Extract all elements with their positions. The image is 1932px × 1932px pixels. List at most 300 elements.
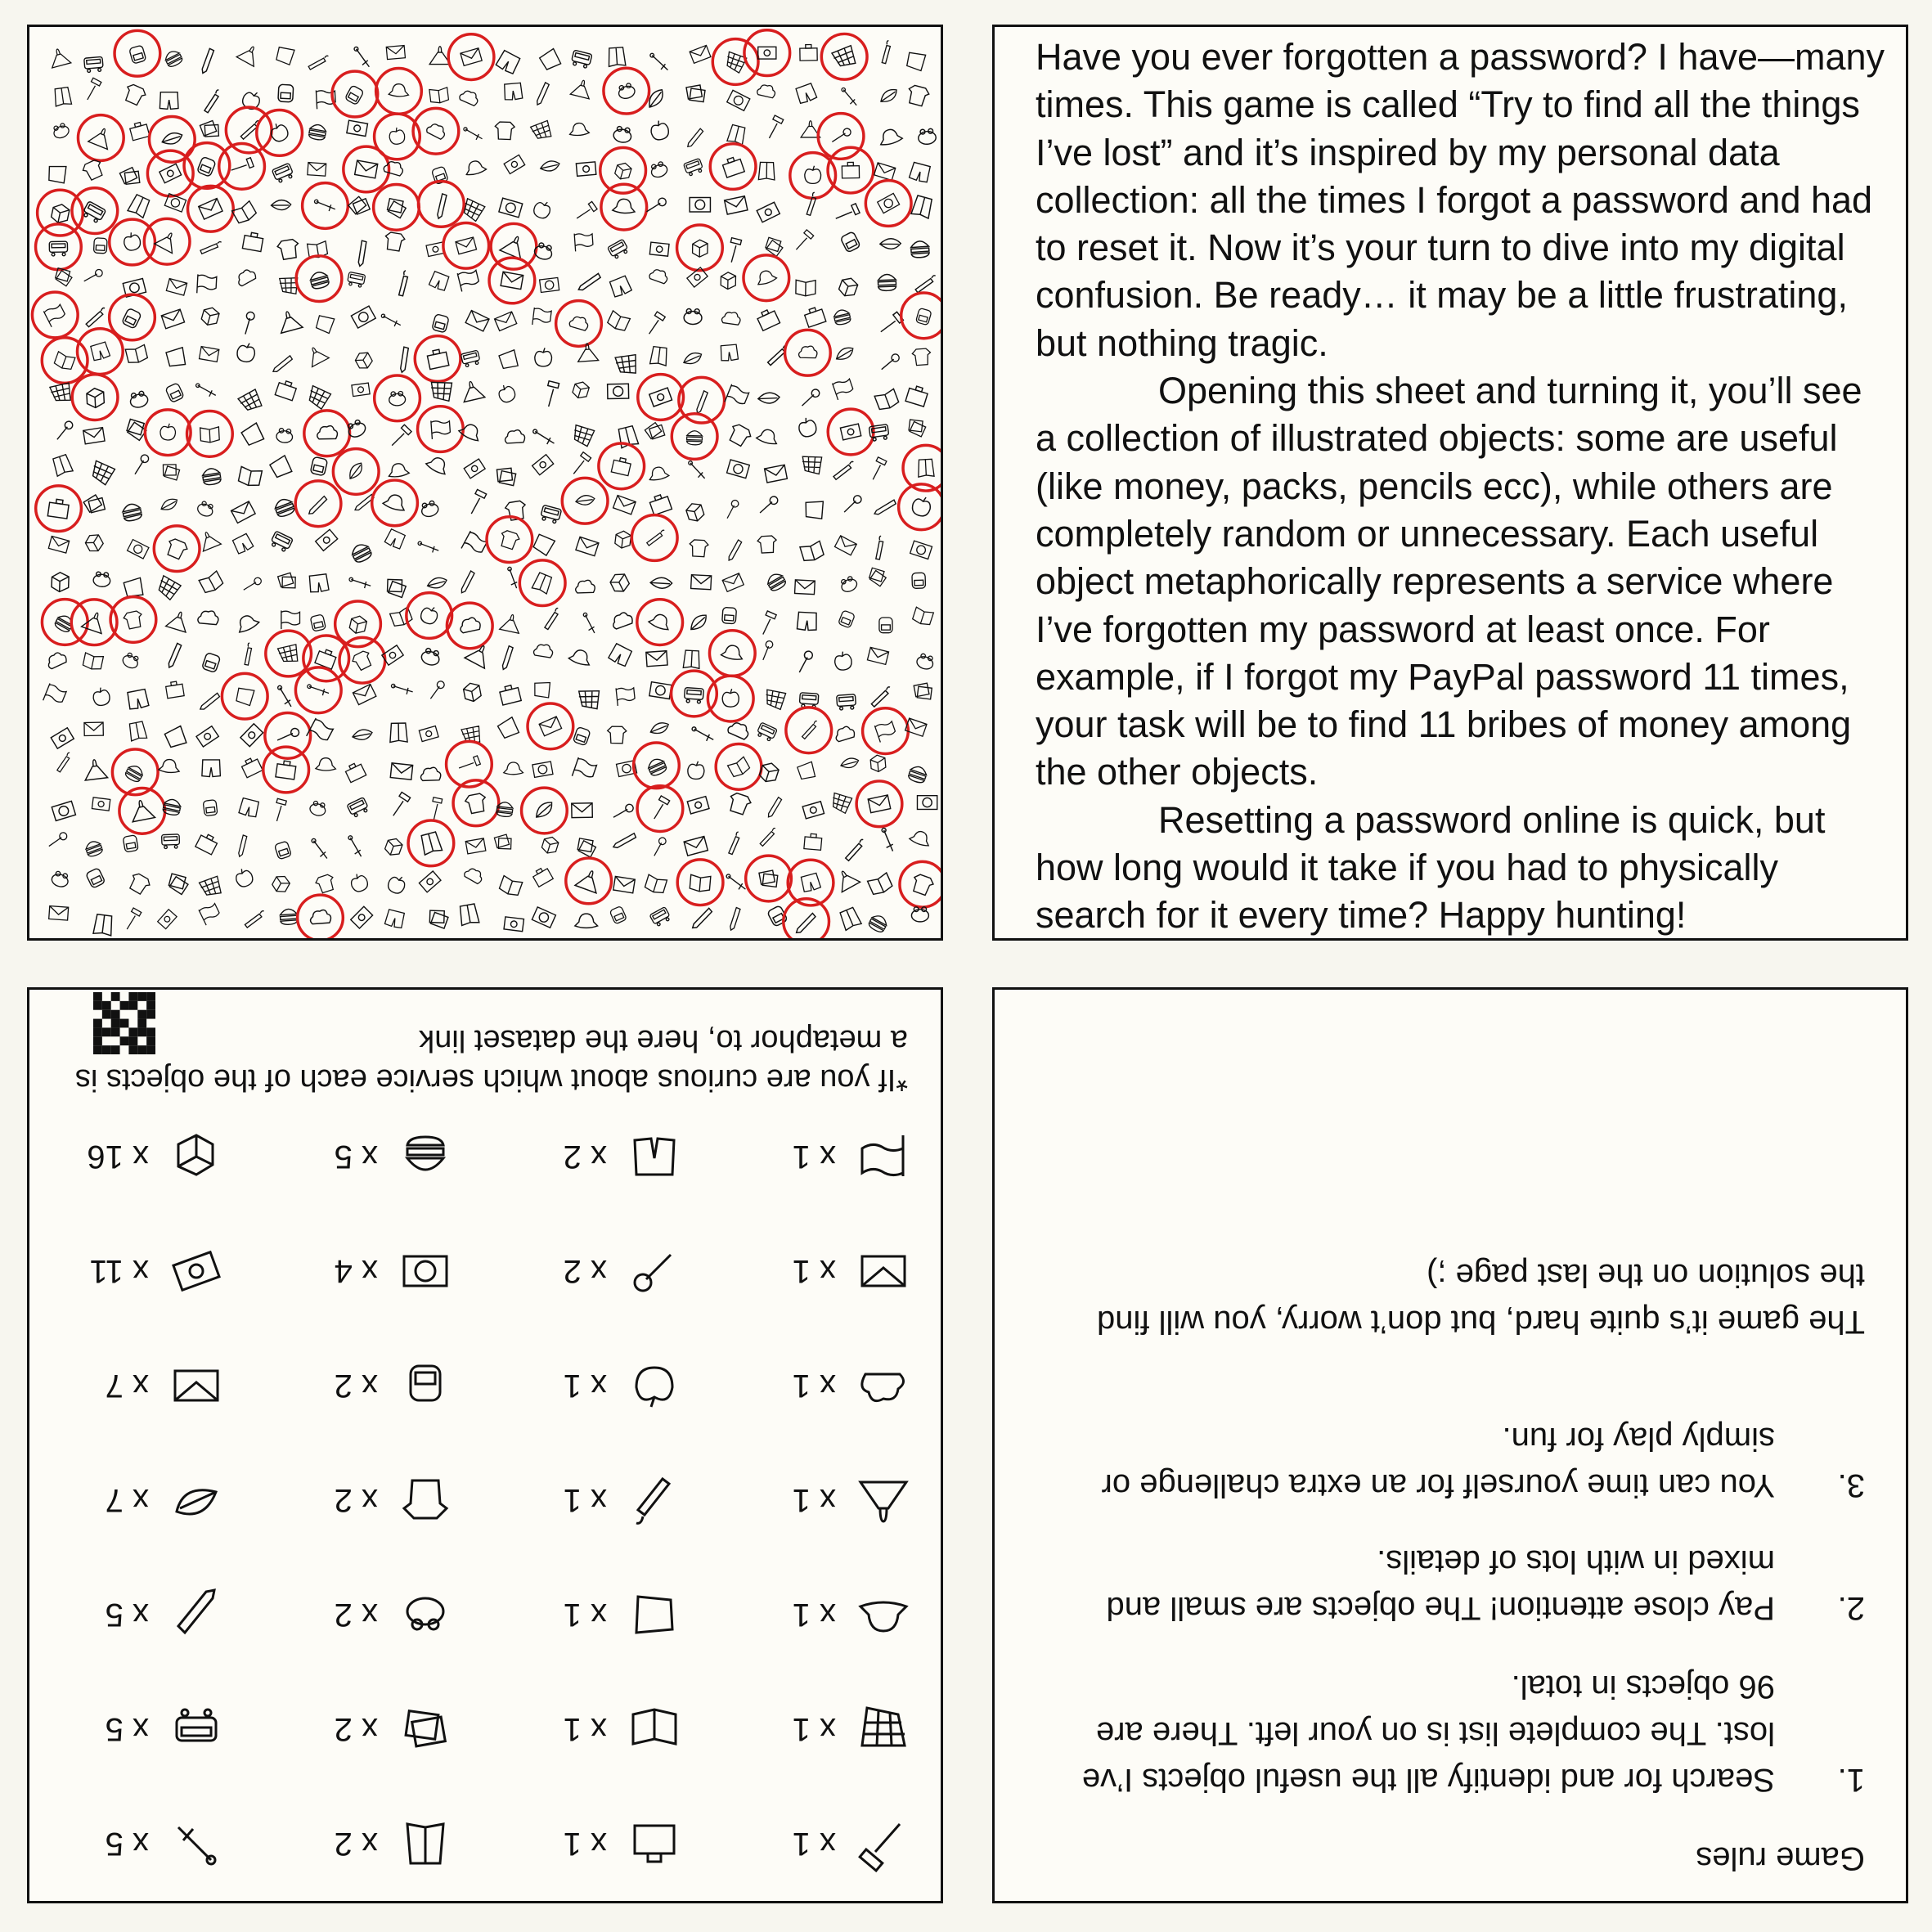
shirt-icon[interactable] bbox=[726, 792, 752, 815]
money-icon[interactable] bbox=[343, 115, 371, 142]
lighter-icon[interactable] bbox=[760, 827, 775, 847]
jacket-icon[interactable] bbox=[532, 572, 553, 594]
backpack-icon[interactable] bbox=[203, 800, 218, 816]
envelope-icon[interactable] bbox=[353, 685, 375, 705]
book-icon[interactable] bbox=[728, 757, 751, 779]
plates-icon[interactable] bbox=[649, 682, 672, 699]
leaf-icon[interactable] bbox=[650, 722, 668, 734]
hat-icon[interactable] bbox=[234, 612, 260, 634]
frog-icon[interactable] bbox=[838, 575, 859, 594]
wrench-icon[interactable] bbox=[131, 454, 151, 474]
mail-icon[interactable] bbox=[795, 580, 815, 595]
suitcase-icon[interactable] bbox=[426, 348, 448, 370]
hat-icon[interactable] bbox=[648, 611, 672, 631]
box-icon[interactable] bbox=[200, 306, 220, 327]
money-icon[interactable] bbox=[313, 528, 339, 553]
box-icon[interactable] bbox=[870, 754, 887, 772]
plates-icon[interactable] bbox=[164, 194, 186, 212]
backpack-icon[interactable] bbox=[310, 456, 327, 476]
shorts-icon[interactable] bbox=[239, 798, 259, 817]
hammer-icon[interactable] bbox=[538, 377, 566, 407]
flag-icon[interactable] bbox=[281, 611, 300, 630]
wrench-icon[interactable] bbox=[723, 499, 742, 518]
papers-icon[interactable] bbox=[644, 420, 666, 442]
apple-icon[interactable] bbox=[160, 423, 176, 440]
corkscrew-icon[interactable] bbox=[876, 828, 900, 851]
money-icon[interactable] bbox=[573, 157, 600, 181]
suitcase-icon[interactable] bbox=[276, 760, 296, 780]
backpack-icon[interactable] bbox=[722, 607, 737, 623]
napkin-icon[interactable] bbox=[236, 687, 254, 706]
envelope-icon[interactable] bbox=[684, 837, 708, 856]
pencil-icon[interactable] bbox=[726, 539, 744, 560]
wrench-icon[interactable] bbox=[844, 496, 861, 513]
cloud-icon[interactable] bbox=[833, 725, 856, 742]
jacket-icon[interactable] bbox=[911, 195, 933, 218]
suitcase-icon[interactable] bbox=[721, 155, 744, 177]
burger-icon[interactable] bbox=[121, 502, 142, 522]
shirt-icon[interactable] bbox=[607, 726, 626, 744]
papers-icon[interactable] bbox=[166, 871, 191, 895]
corkscrew-icon[interactable] bbox=[692, 723, 714, 745]
frog-icon[interactable] bbox=[93, 572, 111, 587]
volcano-icon[interactable] bbox=[460, 380, 485, 402]
shirt-icon[interactable] bbox=[465, 793, 488, 814]
wrench-icon[interactable] bbox=[760, 496, 778, 514]
papers-icon[interactable] bbox=[384, 196, 408, 218]
papers-icon[interactable] bbox=[906, 417, 927, 437]
napkin-icon[interactable] bbox=[497, 717, 520, 740]
shorts-icon[interactable] bbox=[384, 910, 405, 929]
pencil-icon[interactable] bbox=[349, 239, 375, 266]
book-icon[interactable] bbox=[874, 389, 899, 411]
shorts-icon[interactable] bbox=[496, 50, 521, 74]
papers-icon[interactable] bbox=[575, 836, 598, 857]
wrench-icon[interactable] bbox=[757, 640, 778, 660]
frog-icon[interactable] bbox=[649, 160, 668, 179]
wrench-icon[interactable] bbox=[56, 421, 74, 440]
apple-icon[interactable] bbox=[419, 604, 441, 627]
money-icon[interactable] bbox=[503, 154, 526, 174]
money-icon[interactable] bbox=[686, 795, 710, 815]
hammer-icon[interactable] bbox=[650, 794, 672, 819]
box-icon[interactable] bbox=[721, 272, 735, 290]
napkin-icon[interactable] bbox=[797, 762, 815, 780]
box-icon[interactable] bbox=[614, 530, 631, 549]
papers-icon[interactable] bbox=[277, 573, 296, 591]
corkscrew-icon[interactable] bbox=[650, 53, 668, 71]
shorts-icon[interactable] bbox=[608, 643, 632, 667]
leaf-icon[interactable] bbox=[835, 348, 854, 360]
box-icon[interactable] bbox=[348, 614, 367, 635]
suitcase-icon[interactable] bbox=[129, 121, 150, 141]
train-icon[interactable] bbox=[461, 350, 480, 367]
frog-icon[interactable] bbox=[613, 126, 632, 144]
lighter-icon[interactable] bbox=[543, 608, 559, 629]
mail-icon[interactable] bbox=[83, 428, 105, 444]
napkin-icon[interactable] bbox=[240, 423, 264, 447]
apple-icon[interactable] bbox=[122, 231, 142, 252]
cloud-icon[interactable] bbox=[721, 311, 741, 325]
frog-icon[interactable] bbox=[51, 870, 70, 888]
hat-icon[interactable] bbox=[909, 829, 932, 847]
napkin-icon[interactable] bbox=[276, 46, 294, 65]
leaf-icon[interactable] bbox=[353, 727, 373, 742]
net-icon[interactable] bbox=[571, 425, 595, 447]
flag-icon[interactable] bbox=[457, 269, 480, 292]
apple-icon[interactable] bbox=[649, 119, 670, 142]
book-icon[interactable] bbox=[429, 88, 449, 104]
hat-icon[interactable] bbox=[568, 647, 592, 667]
money-icon[interactable] bbox=[649, 388, 672, 407]
napkin-icon[interactable] bbox=[124, 577, 144, 598]
plates-icon[interactable] bbox=[608, 384, 629, 398]
volcano-icon[interactable] bbox=[166, 609, 191, 632]
volcano-icon[interactable] bbox=[88, 125, 115, 150]
napkin-icon[interactable] bbox=[905, 52, 925, 71]
pencil-icon[interactable] bbox=[458, 570, 479, 593]
volcano-icon[interactable] bbox=[47, 47, 70, 68]
money-icon[interactable] bbox=[646, 236, 673, 262]
leaf-icon[interactable] bbox=[541, 159, 560, 173]
envelope-icon[interactable] bbox=[868, 795, 891, 813]
leaf-icon[interactable] bbox=[688, 614, 709, 631]
apple-icon[interactable] bbox=[687, 761, 705, 780]
leaf-icon[interactable] bbox=[162, 132, 182, 146]
burger-icon[interactable] bbox=[646, 757, 667, 777]
papers-icon[interactable] bbox=[83, 493, 106, 516]
hammer-icon[interactable] bbox=[646, 311, 667, 334]
burger-icon[interactable] bbox=[309, 270, 330, 290]
napkin-icon[interactable] bbox=[806, 501, 824, 519]
lighter-icon[interactable] bbox=[871, 685, 890, 708]
envelope-icon[interactable] bbox=[646, 651, 667, 667]
burger-icon[interactable] bbox=[124, 763, 145, 784]
train-icon[interactable] bbox=[684, 688, 703, 704]
shirt-icon[interactable] bbox=[912, 348, 932, 366]
volcano-icon[interactable] bbox=[129, 798, 155, 822]
money-icon[interactable] bbox=[50, 727, 75, 749]
net-icon[interactable] bbox=[764, 690, 786, 710]
cloud-icon[interactable] bbox=[459, 616, 482, 633]
leaf-icon[interactable] bbox=[650, 573, 673, 593]
apple-icon[interactable] bbox=[535, 348, 552, 366]
shirt-icon[interactable] bbox=[314, 874, 336, 894]
shorts-icon[interactable] bbox=[797, 612, 817, 631]
box-icon[interactable] bbox=[87, 388, 105, 408]
wrench-icon[interactable] bbox=[277, 724, 300, 747]
volcano-icon[interactable] bbox=[236, 42, 262, 66]
net-icon[interactable] bbox=[305, 386, 330, 411]
net-icon[interactable] bbox=[802, 456, 822, 474]
net-icon[interactable] bbox=[531, 120, 554, 142]
papers-icon[interactable] bbox=[494, 834, 512, 851]
napkin-icon[interactable] bbox=[539, 49, 562, 72]
backpack-icon[interactable] bbox=[123, 835, 138, 852]
burger-icon[interactable] bbox=[350, 541, 373, 564]
train-icon[interactable] bbox=[162, 834, 180, 849]
suitcase-icon[interactable] bbox=[165, 681, 184, 699]
book-icon[interactable] bbox=[232, 201, 258, 225]
box-icon[interactable] bbox=[463, 681, 483, 703]
hat-icon[interactable] bbox=[648, 465, 670, 482]
lighter-icon[interactable] bbox=[833, 458, 853, 483]
hammer-icon[interactable] bbox=[392, 424, 411, 447]
suitcase-icon[interactable] bbox=[242, 231, 263, 252]
suitcase-icon[interactable] bbox=[800, 44, 817, 61]
papers-icon[interactable] bbox=[200, 119, 220, 139]
hammer-icon[interactable] bbox=[765, 114, 787, 138]
hammer-icon[interactable] bbox=[425, 794, 448, 820]
lighter-icon[interactable] bbox=[646, 527, 664, 548]
backpack-icon[interactable] bbox=[344, 85, 364, 106]
apple-icon[interactable] bbox=[797, 416, 819, 438]
backpack-icon[interactable] bbox=[278, 84, 294, 102]
box-icon[interactable] bbox=[83, 532, 106, 555]
train-icon[interactable] bbox=[347, 798, 370, 819]
suitcase-icon[interactable] bbox=[756, 308, 780, 331]
volcano-icon[interactable] bbox=[500, 232, 528, 259]
pencil-icon[interactable] bbox=[309, 495, 327, 515]
papers-icon[interactable] bbox=[686, 85, 705, 102]
cloud-icon[interactable] bbox=[459, 88, 480, 106]
papers-icon[interactable] bbox=[427, 908, 449, 928]
mail-icon[interactable] bbox=[461, 48, 482, 65]
cloud-icon[interactable] bbox=[425, 121, 447, 140]
cloud-icon[interactable] bbox=[575, 580, 595, 593]
papers-icon[interactable] bbox=[161, 462, 181, 480]
mail-icon[interactable] bbox=[501, 272, 523, 289]
frog-icon[interactable] bbox=[121, 651, 141, 670]
jacket-icon[interactable] bbox=[683, 650, 700, 668]
hat-icon[interactable] bbox=[755, 268, 777, 286]
leaf-icon[interactable] bbox=[879, 235, 901, 253]
box-icon[interactable] bbox=[353, 349, 374, 371]
train-icon[interactable] bbox=[608, 239, 630, 259]
money-icon[interactable] bbox=[463, 458, 487, 479]
wrench-icon[interactable] bbox=[428, 681, 446, 699]
shorts-icon[interactable] bbox=[801, 873, 821, 892]
suitcase-icon[interactable] bbox=[195, 832, 219, 855]
book-icon[interactable] bbox=[499, 876, 523, 897]
money-icon[interactable] bbox=[500, 911, 528, 937]
box-icon[interactable] bbox=[384, 836, 403, 857]
plates-icon[interactable] bbox=[690, 197, 710, 211]
frog-icon[interactable] bbox=[420, 647, 441, 667]
burger-icon[interactable] bbox=[273, 496, 295, 518]
hat-icon[interactable] bbox=[721, 644, 744, 661]
burger-icon[interactable] bbox=[867, 913, 888, 934]
shorts-icon[interactable] bbox=[90, 342, 110, 362]
book-icon[interactable] bbox=[800, 541, 824, 563]
envelope-icon[interactable] bbox=[200, 347, 219, 362]
mail-icon[interactable] bbox=[465, 838, 486, 854]
envelope-icon[interactable] bbox=[161, 309, 184, 329]
box-icon[interactable] bbox=[52, 573, 69, 592]
book-icon[interactable] bbox=[690, 874, 711, 892]
plates-icon[interactable] bbox=[52, 801, 75, 820]
flag-icon[interactable] bbox=[43, 303, 67, 327]
frog-icon[interactable] bbox=[420, 500, 440, 519]
backpack-icon[interactable] bbox=[274, 841, 291, 860]
mail-icon[interactable] bbox=[199, 199, 222, 219]
net-icon[interactable] bbox=[238, 389, 263, 414]
box-icon[interactable] bbox=[51, 203, 70, 224]
flag-icon[interactable] bbox=[461, 531, 488, 558]
money-icon[interactable] bbox=[418, 725, 439, 743]
money-icon[interactable] bbox=[155, 908, 179, 931]
envelope-icon[interactable] bbox=[456, 237, 477, 254]
pencil-icon[interactable] bbox=[429, 192, 454, 218]
burger-icon[interactable] bbox=[910, 240, 929, 258]
pencil-icon[interactable] bbox=[724, 906, 746, 930]
wrench-icon[interactable] bbox=[882, 353, 900, 371]
plates-icon[interactable] bbox=[917, 796, 937, 810]
money-icon[interactable] bbox=[530, 453, 555, 476]
suitcase-icon[interactable] bbox=[803, 306, 826, 327]
train-icon[interactable] bbox=[49, 241, 67, 256]
shorts-icon[interactable] bbox=[720, 344, 738, 362]
suitcase-icon[interactable] bbox=[315, 648, 338, 669]
lighter-icon[interactable] bbox=[203, 90, 221, 113]
mail-icon[interactable] bbox=[576, 537, 599, 555]
apple-icon[interactable] bbox=[385, 873, 407, 896]
shorts-icon[interactable] bbox=[308, 574, 329, 593]
volcano-icon[interactable] bbox=[276, 309, 303, 334]
lighter-icon[interactable] bbox=[86, 305, 105, 329]
burger-icon[interactable] bbox=[765, 571, 787, 592]
backpack-icon[interactable] bbox=[93, 238, 107, 254]
shorts-icon[interactable] bbox=[232, 533, 254, 555]
leaf-icon[interactable] bbox=[684, 353, 702, 363]
napkin-icon[interactable] bbox=[532, 533, 555, 556]
book-icon[interactable] bbox=[796, 280, 815, 296]
frog-icon[interactable] bbox=[308, 800, 327, 817]
hammer-icon[interactable] bbox=[390, 791, 412, 815]
hammer-icon[interactable] bbox=[836, 199, 863, 227]
burger-icon[interactable] bbox=[878, 274, 896, 291]
train-icon[interactable] bbox=[540, 505, 562, 523]
backpack-icon[interactable] bbox=[838, 610, 856, 628]
box-icon[interactable] bbox=[693, 240, 708, 257]
corkscrew-icon[interactable] bbox=[391, 677, 413, 699]
hammer-icon[interactable] bbox=[459, 751, 483, 776]
flag-icon[interactable] bbox=[874, 720, 896, 742]
apple-icon[interactable] bbox=[233, 866, 255, 889]
papers-icon[interactable] bbox=[347, 194, 371, 218]
shirt-icon[interactable] bbox=[351, 649, 375, 672]
pencil-icon[interactable] bbox=[164, 642, 186, 667]
flag-icon[interactable] bbox=[197, 274, 217, 294]
box-icon[interactable] bbox=[270, 873, 291, 895]
corkscrew-icon[interactable] bbox=[726, 872, 746, 892]
hammer-icon[interactable] bbox=[573, 452, 592, 474]
leaf-icon[interactable] bbox=[576, 492, 595, 507]
pencil-icon[interactable] bbox=[392, 345, 418, 372]
money-icon[interactable] bbox=[349, 380, 372, 399]
cloud-icon[interactable] bbox=[568, 315, 590, 331]
train-icon[interactable] bbox=[756, 722, 777, 742]
pencil-icon[interactable] bbox=[273, 353, 293, 375]
hat-icon[interactable] bbox=[316, 757, 336, 771]
apple-icon[interactable] bbox=[236, 341, 256, 363]
book-icon[interactable] bbox=[868, 873, 893, 896]
corkscrew-icon[interactable] bbox=[348, 571, 371, 593]
train-icon[interactable] bbox=[837, 694, 856, 711]
train-icon[interactable] bbox=[571, 50, 592, 69]
suitcase-icon[interactable] bbox=[532, 865, 554, 887]
envelope-icon[interactable] bbox=[691, 575, 712, 590]
pencil-icon[interactable] bbox=[766, 797, 784, 817]
lighter-icon[interactable] bbox=[802, 720, 816, 739]
box-icon[interactable] bbox=[609, 571, 631, 595]
hat-icon[interactable] bbox=[389, 83, 409, 97]
lighter-icon[interactable] bbox=[245, 907, 264, 931]
wrench-icon[interactable] bbox=[646, 195, 667, 216]
burger-icon[interactable] bbox=[164, 49, 184, 69]
money-icon[interactable] bbox=[802, 800, 824, 820]
flag-icon[interactable] bbox=[43, 683, 67, 707]
envelope-icon[interactable] bbox=[386, 46, 405, 60]
hat-icon[interactable] bbox=[613, 198, 636, 213]
pencil-icon[interactable] bbox=[693, 907, 712, 930]
jacket-icon[interactable] bbox=[838, 907, 861, 931]
frog-icon[interactable] bbox=[915, 653, 935, 672]
money-icon[interactable] bbox=[417, 869, 443, 893]
papers-icon[interactable] bbox=[866, 566, 888, 587]
apple-icon[interactable] bbox=[388, 126, 406, 145]
mail-icon[interactable] bbox=[572, 803, 593, 818]
suitcase-icon[interactable] bbox=[611, 456, 631, 476]
train-icon[interactable] bbox=[82, 201, 106, 224]
suitcase-icon[interactable] bbox=[275, 379, 297, 400]
apple-icon[interactable] bbox=[496, 382, 518, 405]
mail-icon[interactable] bbox=[867, 647, 888, 664]
corkscrew-icon[interactable] bbox=[274, 685, 295, 707]
corkscrew-icon[interactable] bbox=[314, 195, 335, 216]
leaf-icon[interactable] bbox=[533, 802, 555, 818]
train-icon[interactable] bbox=[649, 907, 672, 928]
shirt-icon[interactable] bbox=[726, 422, 753, 447]
lighter-icon[interactable] bbox=[200, 236, 222, 259]
shorts-icon[interactable] bbox=[429, 271, 449, 290]
frog-icon[interactable] bbox=[911, 907, 928, 922]
backpack-icon[interactable] bbox=[879, 618, 892, 633]
book-icon[interactable] bbox=[199, 571, 224, 595]
backpack-icon[interactable] bbox=[609, 905, 627, 924]
volcano-icon[interactable] bbox=[500, 613, 523, 633]
apple-icon[interactable] bbox=[910, 494, 933, 518]
doodle-canvas[interactable] bbox=[29, 27, 941, 938]
leaf-icon[interactable] bbox=[879, 89, 898, 103]
pencil-icon[interactable] bbox=[688, 128, 703, 146]
box-icon[interactable] bbox=[838, 276, 859, 299]
jacket-icon[interactable] bbox=[650, 346, 668, 366]
burger-icon[interactable] bbox=[308, 124, 327, 141]
cloud-icon[interactable] bbox=[757, 83, 776, 99]
flag-icon[interactable] bbox=[532, 308, 552, 327]
cloud-icon[interactable] bbox=[649, 267, 669, 285]
pencil-icon[interactable] bbox=[691, 390, 712, 413]
pencil-icon[interactable] bbox=[200, 690, 220, 712]
suitcase-icon[interactable] bbox=[240, 756, 263, 778]
net-icon[interactable] bbox=[829, 793, 851, 814]
corkscrew-icon[interactable] bbox=[417, 536, 438, 557]
leaf-icon[interactable] bbox=[160, 499, 177, 510]
lighter-icon[interactable] bbox=[724, 832, 744, 855]
corkscrew-icon[interactable] bbox=[579, 613, 600, 633]
book-icon[interactable] bbox=[912, 607, 933, 627]
